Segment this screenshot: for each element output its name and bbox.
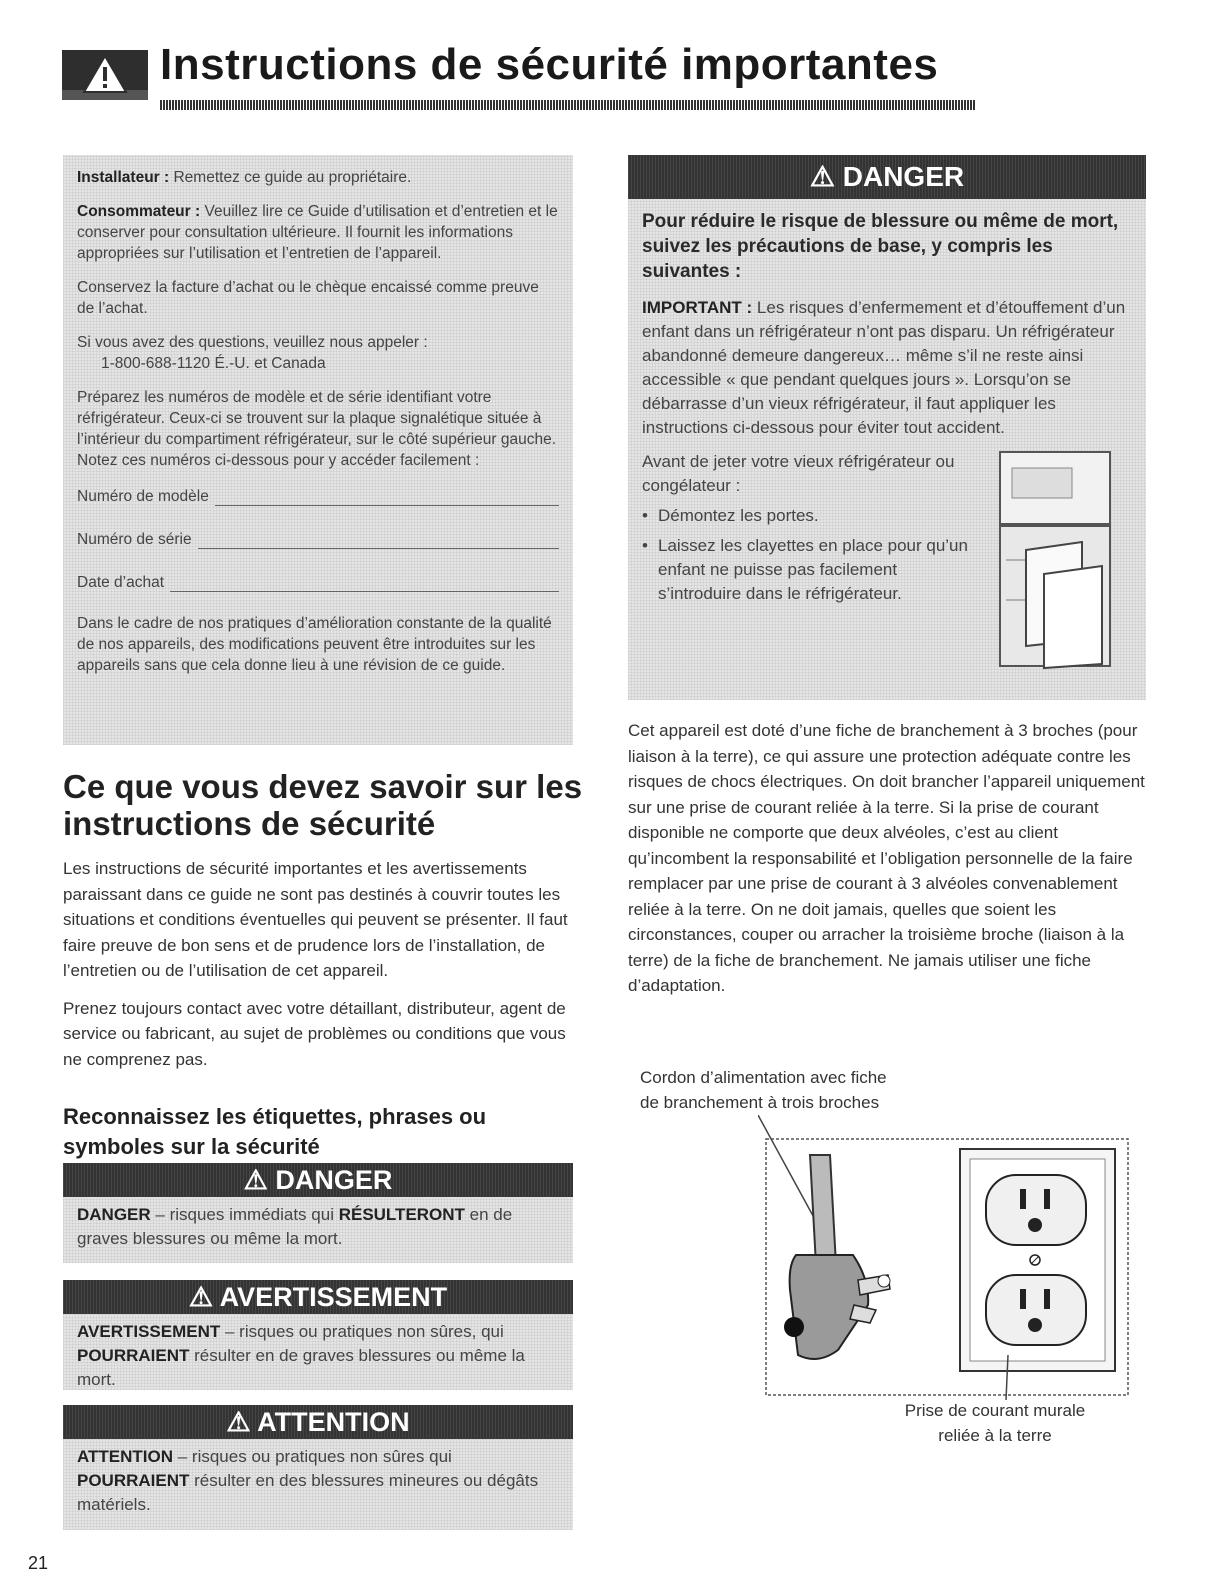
section-heading: Ce que vous devez savoir sur les instructions de sécurité: [63, 768, 583, 842]
plug-caption-line-1: Cordon d’alimentation avec fiche: [640, 1068, 887, 1087]
important-label: IMPORTANT :: [642, 298, 753, 317]
danger-box-intro: Pour réduire le risque de blessure ou même de mort, suivez les précautions de base, y compris les suivantes :: [642, 211, 1119, 282]
outlet-caption-line-2: reliée à la terre: [938, 1426, 1052, 1445]
page-title: Instructions de sécurité importantes: [160, 40, 939, 89]
before-disposal-text: Avant de jeter votre vieux réfrigérateur ou congélateur :: [642, 452, 955, 495]
caution-text-2: résulter en des blessures mineures ou dégâts matériels.: [77, 1471, 539, 1514]
disposal-bullet-2-text: Laissez les clayettes en place pour qu’un enfant ne puisse pas facilement s’introduire dans le réfrigérateur.: [658, 536, 968, 603]
warning-signal-text: [63, 1314, 573, 1400]
safety-section: [63, 768, 583, 1162]
installer-text: Remettez ce guide au propriétaire.: [173, 169, 412, 186]
danger-box-header: [628, 155, 1146, 199]
warning-signal-header: [63, 1280, 573, 1314]
outlet-caption-line-1: Prise de courant murale: [904, 1401, 1086, 1420]
serial-number-line[interactable]: [198, 534, 559, 549]
grounding-instructions: [628, 718, 1158, 1011]
danger-signal-header: [63, 1163, 573, 1197]
phone-number: 1-800-688-1120 É.-U. et Canada: [101, 355, 326, 372]
plug-outlet-illustration: [758, 1115, 1138, 1400]
consumer-text: Veuillez lire ce Guide d’utilisation et d’entretien et le conserver pour consultation ultérieure. Il fournit les informations appropriées sur l’utilisation et l’entretien de l’appareil.: [77, 203, 558, 262]
danger-signal-text: [63, 1197, 573, 1259]
caution-signal-title: ATTENTION: [257, 1407, 410, 1437]
improvement-note: Dans le cadre de nos pratiques d’amélioration constante de la qualité de nos appareils, des modifications peuvent être introduites sur les appareils sans que cela donne lieu à une révision de ce guide.: [77, 615, 552, 674]
consumer-note: [77, 201, 559, 264]
serial-number-field[interactable]: [77, 527, 559, 549]
important-text: Les risques d’enfermement et d’étouffement d’un enfant dans un réfrigérateur n’ont pas disparu. Un réfrigérateur abandonné demeure dangereux… même s’il ne reste ainsi accessible « que pendant quelques jours ». Lorsqu’on se débarrasse d’un vieux réfrigérateur, il faut appliquer les instructions ci-dessous pour éviter tout accident.: [642, 298, 1126, 437]
refrigerator-illustration: [982, 450, 1132, 675]
installer-label: Installateur :: [77, 169, 170, 186]
consumer-label: Consommateur :: [77, 203, 201, 220]
plug-caption-line-2: de branchement à trois broches: [640, 1093, 880, 1112]
warning-signal-title: AVERTISSEMENT: [219, 1282, 448, 1312]
danger-signal-label: DANGER: [77, 1205, 151, 1224]
section-paragraph-2: Prenez toujours contact avec votre détaillant, distributeur, agent de service ou fabricant, au sujet de problèmes ou conditions que vous ne comprenez pas.: [63, 998, 566, 1069]
model-number-label: Numéro de modèle: [77, 488, 209, 505]
warning-triangle-icon: ⚠: [809, 161, 835, 192]
danger-box-important: [642, 296, 1132, 440]
danger-signal-title: DANGER: [275, 1165, 393, 1195]
warning-text-1: – risques ou pratiques non sûres, qui: [220, 1322, 504, 1341]
danger-signal-box: [63, 1163, 573, 1263]
caution-bold: POURRAIENT: [77, 1471, 190, 1490]
grounding-text: Cet appareil est doté d’une fiche de branchement à 3 broches (pour liaison à la terre), ce qui assure une protection adéquate contre les risques de chocs électriques. On doit brancher l’appareil uniquement sur une prise de courant reliée à la terre. Si la prise de courant disponible ne comporte que deux alvéoles, c’est au client qu’incombent la responsabilité et l’obligation personnelle de la faire remplacer par une prise de courant à 3 alvéoles convenablement reliée à la terre. On ne doit jamais, quelles que soient les circonstances, couper ou arracher la troisième broche (liaison à la terre) de la fiche de branchement. Ne jamais utiliser une fiche d’adaptation.: [628, 721, 1145, 995]
warning-bold: POURRAIENT: [77, 1346, 190, 1365]
caution-signal-header: [63, 1405, 573, 1439]
caution-text-1: – risques ou pratiques non sûres qui: [173, 1447, 452, 1466]
questions-note: Si vous avez des questions, veuillez nous appeler :: [77, 334, 428, 351]
danger-box-title: DANGER: [842, 161, 965, 192]
info-box: [63, 155, 573, 745]
safety-warning-icon: [62, 50, 148, 100]
section-paragraph-1: Les instructions de sécurité importantes et les avertissements paraissant dans ce guide ne sont pas destinés à couvrir toutes les situations et conditions éventuelles qui peuvent se présenter. Il faut faire preuve de bon sens et de prudence lors de l’installation, de l’entretien ou de l’utilisation de cet appareil.: [63, 859, 568, 980]
caution-signal-label: ATTENTION: [77, 1447, 174, 1466]
warning-triangle-icon: ⚠: [226, 1407, 251, 1437]
page-number: 21: [28, 1553, 49, 1573]
purchase-date-line[interactable]: [170, 577, 559, 592]
caution-signal-box: [63, 1405, 573, 1530]
danger-box: [628, 155, 1146, 700]
serial-number-label: Numéro de série: [77, 531, 192, 548]
installer-note: [77, 167, 559, 188]
warning-signal-box: [63, 1280, 573, 1390]
warning-signal-label: AVERTISSEMENT: [77, 1322, 221, 1341]
purchase-date-field[interactable]: [77, 570, 559, 592]
outlet-caption: [880, 1398, 1110, 1448]
model-number-line[interactable]: [215, 491, 559, 506]
danger-text-2: en de graves blessures ou même la mort.: [77, 1205, 513, 1248]
prepare-note: Préparez les numéros de modèle et de série identifiant votre réfrigérateur. Ceux-ci se trouvent sur la plaque signalétique située à l’intérieur du compartiment réfrigérateur, sur le côté supérieur gauche. Notez ces numéros ci-dessous pour y accéder facilement :: [77, 389, 557, 469]
warning-text-2: résulter en de graves blessures ou même la mort.: [77, 1346, 525, 1389]
disposal-bullet-2: • Laissez les clayettes en place pour qu’un enfant ne puisse pas facilement s’introduire dans le réfrigérateur.: [642, 534, 974, 606]
model-number-field[interactable]: [77, 484, 559, 506]
warning-triangle-icon: ⚠: [243, 1165, 268, 1195]
plug-caption: [640, 1065, 887, 1115]
receipt-note: Conservez la facture d’achat ou le chèque encaissé comme preuve de l’achat.: [77, 279, 539, 317]
caution-signal-text: [63, 1439, 573, 1525]
section-subheading: Reconnaissez les étiquettes, phrases ou symboles sur la sécurité: [63, 1104, 487, 1159]
danger-bold: RÉSULTERONT: [338, 1205, 465, 1224]
disposal-bullet-1-text: Démontez les portes.: [658, 506, 819, 525]
warning-triangle-icon: ⚠: [188, 1282, 214, 1312]
disposal-bullet-1: • Démontez les portes.: [642, 504, 974, 528]
title-rule: [160, 100, 975, 110]
purchase-date-label: Date d’achat: [77, 574, 165, 591]
danger-text-1: – risques immédiats qui: [150, 1205, 339, 1224]
